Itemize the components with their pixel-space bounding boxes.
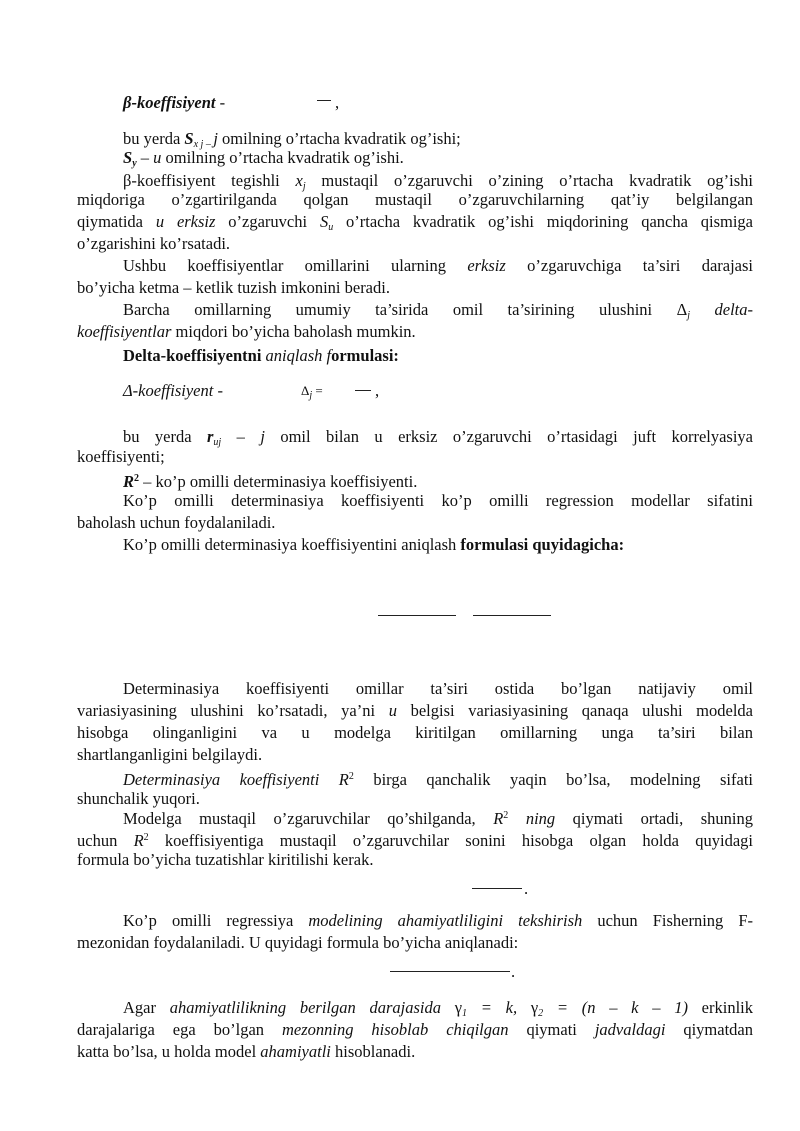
formula-end: . [511,962,516,981]
beta-paragraph-line: qiymatida u erksiz o’zgaruvchi $S_u$ o’rtacha kvadratik og’ishi miqdorining qancha qismiga [77,212,754,233]
quality-paragraph-line: Determinasiya koeffisiyenti $R^2$ birga qanchalik yaqin bo’lsa, modelning sifati [123,770,753,789]
final-paragraph-line: katta bo’lsa, u holda model ahamiyatli hisoblanadi. [77,1042,416,1061]
r2-definition: $R^2$ – ko’p omilli determinasiya koeffisiyenti. [123,472,418,491]
multi-paragraph-line: baholash uchun foydalaniladi. [77,513,276,532]
formula-fraction-bar [472,888,522,889]
sy-definition: $S_y$ – u omilning o’rtacha kvadratik og’ishi. [123,148,404,169]
r-paragraph-line: bu yerda $r_{uj}$ – j omil bilan u erksiz o’zgaruvchi o’rtasidagi juft korrelyasiya [123,427,753,448]
det-paragraph-line: shartlanganligini belgilaydi. [77,745,263,764]
formula-end: . [524,879,529,898]
formula-fraction-bar [473,615,551,616]
delta-paragraph-line: koeffisiyentlar miqdori bo’yicha baholash mumkin. [77,322,416,341]
fisher-paragraph-line: mezonidan foydalaniladi. U quyidagi formula bo’yicha aniqlanadi: [77,933,519,952]
adjust-paragraph-line: formula bo’yicha tuzatishlar kiritilishi kerak. [77,850,374,869]
formula-fraction-bar [390,971,510,972]
det-paragraph-line: hisobga olinganligini va u modelga kiritilgan omillarning unga ta’siri bilan [77,723,753,742]
adjust-paragraph-line: Modelga mustaqil o’zgaruvchilar qo’shilganda, $R^2$ ning qiymati ortadi, shuning [123,809,753,828]
det-paragraph-line: variasiyasining ulushini ko’rsatadi, ya’ni u belgisi variasiyasining qanaqa ulushi modelda [77,701,753,720]
det-paragraph-line: Determinasiya koeffisiyenti omillar ta’siri ostida bo’lgan natijaviy omil [123,679,753,698]
r-paragraph-line: koeffisiyenti; [77,447,165,466]
fraction-bar [317,100,331,101]
beta-paragraph-line: β-koeffisiyent tegishli $x_j$ mustaqil o’zgaruvchi o’zining o’rtacha kvadratik og’ishi [123,171,753,192]
beta-label: β-koeffisiyent [123,93,216,112]
delta-formula-line: Δ-koeffisiyent - $\Delta_j$ = , [123,381,380,401]
multi-paragraph-line: Ko’p omilli determinasiya koeffisiyenti ko’p omilli regression modellar sifatini [123,491,753,510]
adjust-paragraph-line: uchun $R^2$ koeffisiyentiga mustaqil o’zgaruvchilar sonini hisobga olgan holda quyidagi [77,831,753,850]
fisher-paragraph-line: Ko’p omilli regressiya modelining ahamiyatliligini tekshirish uchun Fisherning F- [123,911,753,930]
order-paragraph-line: bo’yicha ketma – ketlik tuzish imkonini beradi. [77,278,390,297]
order-paragraph-line: Ushbu koeffisiyentlar omillarini ularning erksiz o’zgaruvchiga ta’siri darajasi [123,256,753,275]
beta-paragraph-line: miqdoriga o’zgartirilganda qolgan mustaqil o’zgaruvchilarning qat’iy belgilangan [77,190,753,209]
beta-paragraph-line: o’zgarishini ko’rsatadi. [77,234,231,253]
fraction-bar [355,390,371,391]
final-paragraph-line: darajalariga ega bo’lgan mezonning hisoblab chiqilgan qiymati jadvaldagi qiymatdan [77,1020,753,1039]
beta-formula-line: β-koeffisiyent - , [123,93,340,112]
delta-heading: Delta-koeffisiyentni aniqlash formulasi: [123,346,399,365]
final-paragraph-line: Agar ahamiyatlilikning berilgan darajasida $\gamma_1 = k$, $\gamma_2 = (n - k - 1)$ erkinlik [123,998,754,1019]
delta-paragraph-line: Barcha omillarning umumiy ta’sirida omil ta’sirining ulushini $\Delta_j$ delta- [123,300,753,321]
sx-definition: bu yerda $S_{x j}$ $_-$ j omilning o’rtacha kvadratik og’ishi; [123,129,461,150]
quality-paragraph-line: shunchalik yuqori. [77,789,200,808]
formula-intro: Ko’p omilli determinasiya koeffisiyentini aniqlash formulasi quyidagicha: [123,535,625,554]
formula-fraction-bar [378,615,456,616]
